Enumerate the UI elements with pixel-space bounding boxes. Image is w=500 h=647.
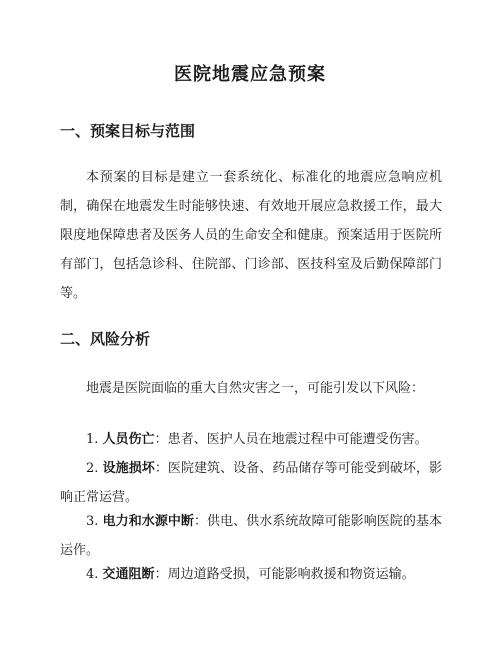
risk-intro: 地震是医院面临的重大自然灾害之一，可能引发以下风险：: [86, 381, 425, 396]
section-heading-goals: 一、预案目标与范围: [60, 122, 196, 140]
risk-item-label: 交通阻断: [102, 567, 155, 582]
risk-item-number: 4.: [86, 567, 99, 582]
risk-item-text: ：供电、供水系统故障可能影响医院的基本运作。: [60, 514, 442, 558]
risk-item-number: 2.: [86, 461, 99, 476]
risk-item-number: 3.: [86, 514, 99, 529]
risk-item-number: 1.: [86, 432, 99, 447]
risk-item-text: ：患者、医护人员在地震过程中可能遭受伤害。: [154, 432, 428, 447]
risk-item-label: 设施损坏: [102, 461, 155, 476]
risk-item: [60, 425, 442, 454]
document-title: 医院地震应急预案: [174, 64, 326, 85]
risk-item-text: ：医院建筑、设备、药品储存等可能受到破坏，影响正常运营。: [60, 461, 442, 505]
risk-item-label: 人员伤亡: [102, 432, 155, 447]
risk-item-text: ：周边道路受损，可能影响救援和物资运输。: [154, 567, 415, 582]
risk-item: [60, 507, 442, 565]
risk-item: [60, 560, 442, 589]
risk-item: [60, 454, 442, 512]
section-heading-risks: 二、风险分析: [60, 330, 151, 348]
risk-item-label: 电力和水源中断: [102, 514, 194, 529]
section-paragraph-goals: 本预案的目标是建立一套系统化、标准化的地震应急响应机制，确保在地震发生时能够快速、有效地开展应急救援工作，最大限度地保障患者及医务人员的生命安全和健康。预案适用于医院所有部门，包括急诊科、住院部、门诊部、医技科室及后勤保障部门等。: [60, 170, 442, 301]
